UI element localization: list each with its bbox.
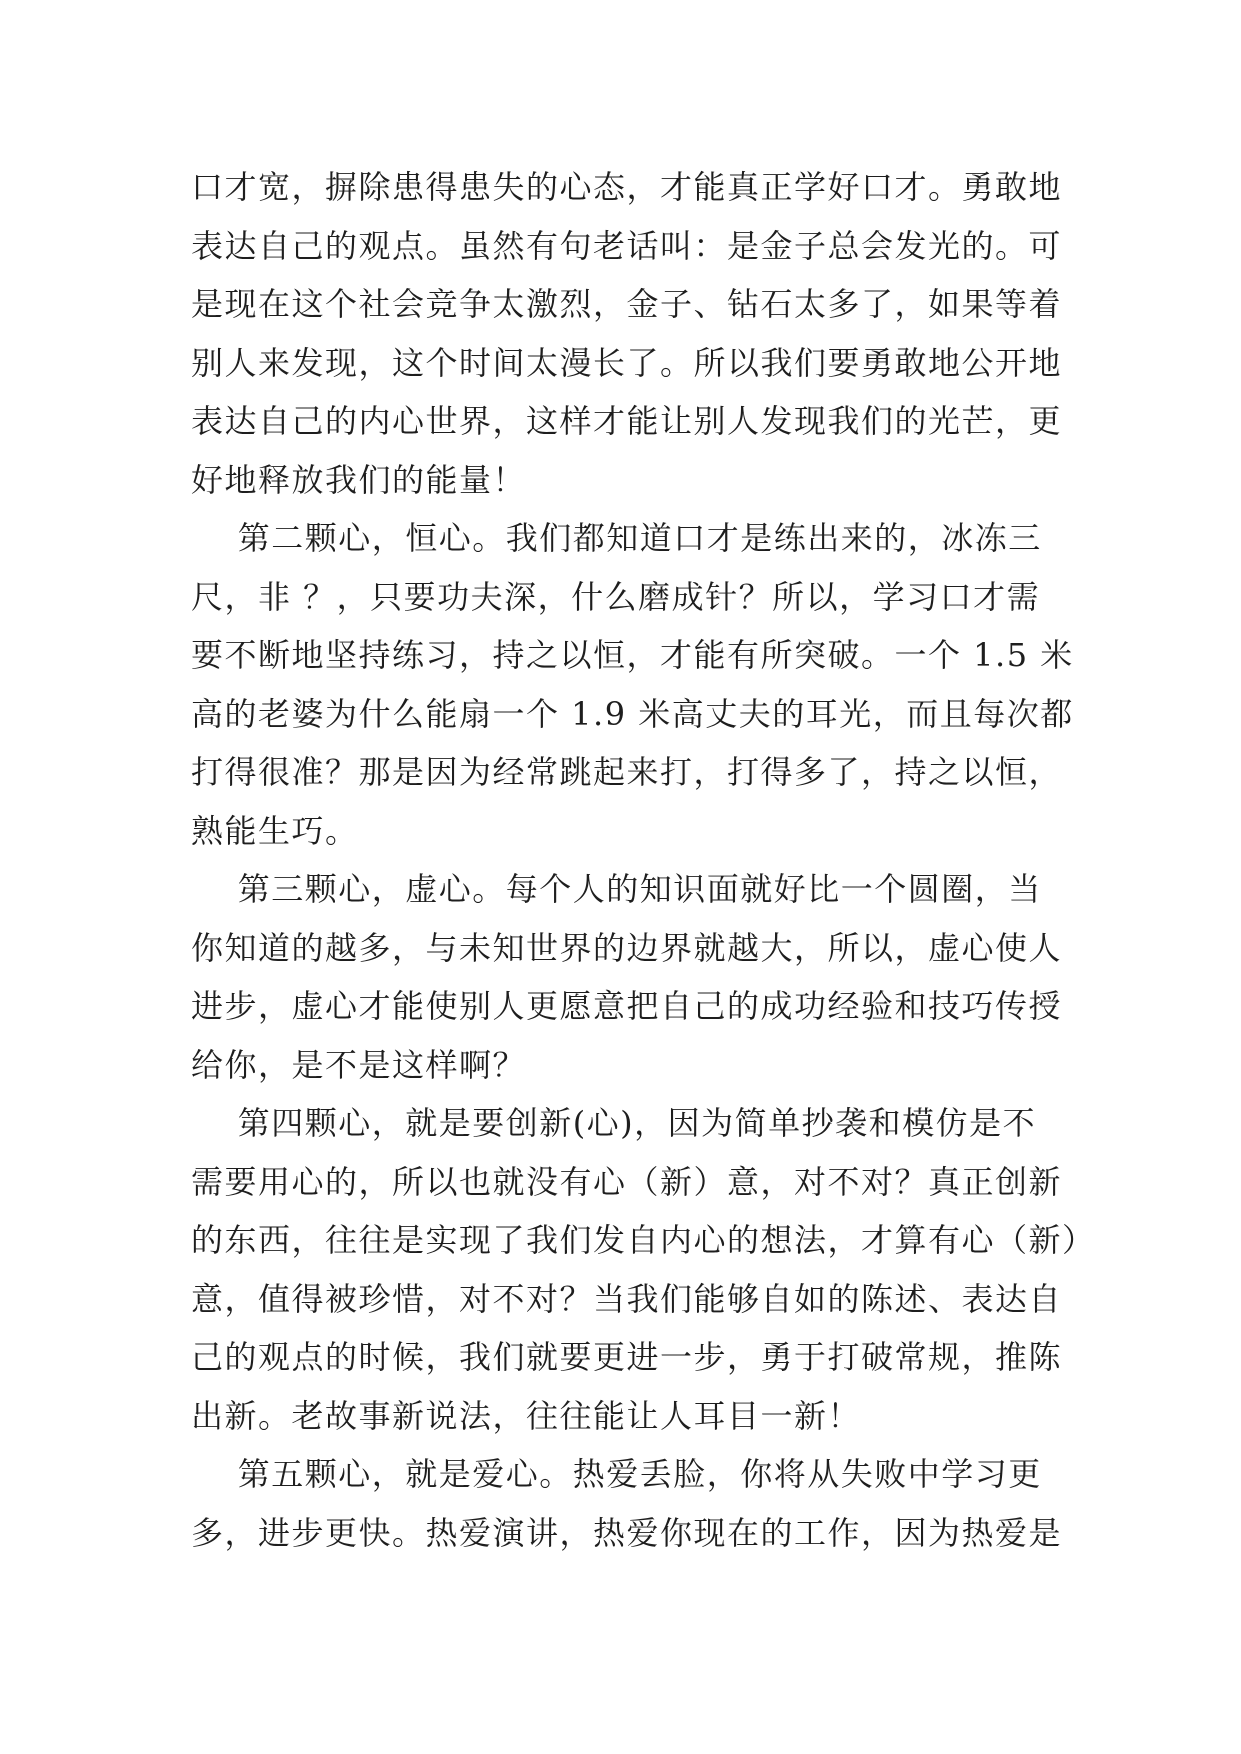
text-line: 进步，虚心才能使别人更愿意把自己的成功经验和技巧传授 [191, 987, 1063, 1025]
paragraph-start-line: 第二颗心，恒心。我们都知道口才是练出来的，冰冻三 [191, 519, 1042, 557]
text-line: 给你，是不是这样啊？ [191, 1045, 527, 1084]
text-line: 你知道的越多，与未知世界的边界就越大，所以，虚心使人 [191, 928, 1063, 967]
text-line: 高的老婆为什么能扇一个 1.9 米高丈夫的耳光，而且每次都 [191, 694, 1074, 733]
text-line: 意，值得被珍惜，对不对？当我们能够自如的陈述、表达自 [191, 1279, 1063, 1318]
text-line: 尺，非 ？，只要功夫深，什么磨成针？所以，学习口才需 [191, 577, 1041, 616]
text-line: 多，进步更快。热爱演讲，热爱你现在的工作，因为热爱是 [191, 1513, 1063, 1552]
text-line: 别人来发现，这个时间太漫长了。所以我们要勇敢地公开地 [191, 343, 1063, 382]
text-line: 打得很准？那是因为经常跳起来打，打得多了，持之以恒， [191, 753, 1063, 791]
text-line: 熟能生巧。 [191, 811, 359, 850]
text-line: 表达自己的内心世界，这样才能让别人发现我们的光芒，更 [191, 402, 1063, 440]
text-line: 口才宽，摒除患得患失的心态，才能真正学好口才。勇敢地 [191, 168, 1063, 206]
text-line: 出新。老故事新说法，往往能让人耳目一新！ [191, 1396, 862, 1435]
text-line: 的东西，往往是实现了我们发自内心的想法，才算有心（新） [191, 1221, 1096, 1259]
text-line: 己的观点的时候，我们就要更进一步，勇于打破常规，推陈 [191, 1338, 1063, 1376]
paragraph-start-line: 第三颗心，虚心。每个人的知识面就好比一个圆圈，当 [191, 870, 1042, 908]
text-line: 好地释放我们的能量！ [191, 460, 527, 499]
text-line: 要不断地坚持练习，持之以恒，才能有所突破。一个 1.5 米 [191, 636, 1074, 674]
text-line: 表达自己的观点。虽然有句老话叫：是金子总会发光的。可 [191, 226, 1063, 265]
document-body [191, 158, 1096, 1562]
paragraph-start-line: 第五颗心，就是爱心。热爱丢脸，你将从失败中学习更 [191, 1455, 1042, 1493]
paragraph-start-line: 第四颗心，就是要创新(心)，因为简单抄袭和模仿是不 [191, 1104, 1037, 1142]
text-line: 是现在这个社会竞争太激烈，金子、钻石太多了，如果等着 [191, 285, 1063, 323]
text-line: 需要用心的，所以也就没有心（新）意，对不对？真正创新 [191, 1162, 1063, 1201]
